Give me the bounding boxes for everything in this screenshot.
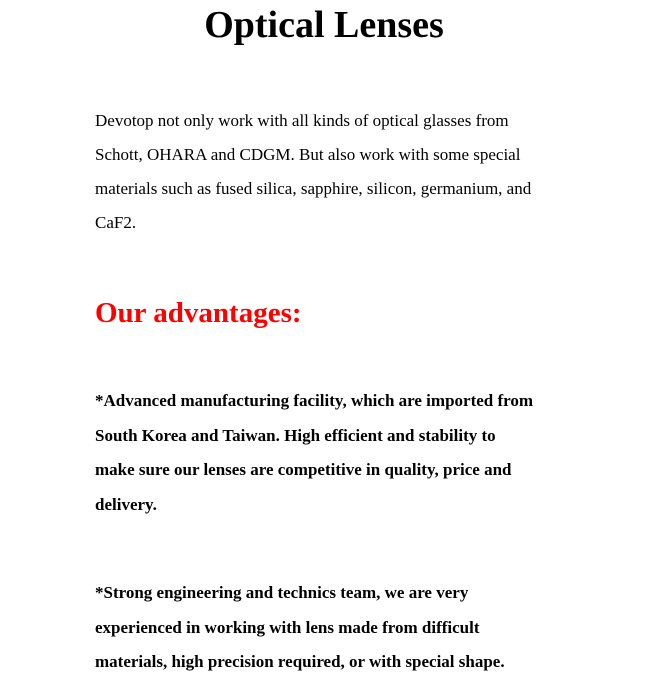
- advantage-line: South Korea and Taiwan. High efficient and stability to: [95, 425, 496, 445]
- intro-line: Devotop not only work with all kinds of optical glasses from: [95, 111, 509, 130]
- advantage-line: *Strong engineering and technics team, we are very: [95, 583, 469, 602]
- advantage-line: *Advanced manufacturing facility, which are imported from: [95, 391, 534, 410]
- advantage-line: delivery.: [95, 494, 157, 514]
- advantage-line: make sure our lenses are competitive in quality, price and: [95, 460, 512, 479]
- intro-line: Schott, OHARA and CDGM. But also work with some special: [95, 145, 521, 164]
- advantages-heading: Our advantages:: [95, 297, 302, 329]
- intro-line: CaF2.: [95, 213, 137, 232]
- page-title: Optical Lenses: [204, 4, 444, 46]
- intro-paragraph: [95, 104, 565, 240]
- advantage-line: materials, high precision required, or with special shape.: [95, 652, 505, 671]
- advantage-item-manufacturing: [95, 384, 575, 522]
- intro-line: materials such as fused silica, sapphire, silicon, germanium, and: [95, 179, 532, 198]
- advantage-item-engineering: [95, 576, 575, 680]
- advantage-line: experienced in working with lens made from difficult: [95, 617, 480, 637]
